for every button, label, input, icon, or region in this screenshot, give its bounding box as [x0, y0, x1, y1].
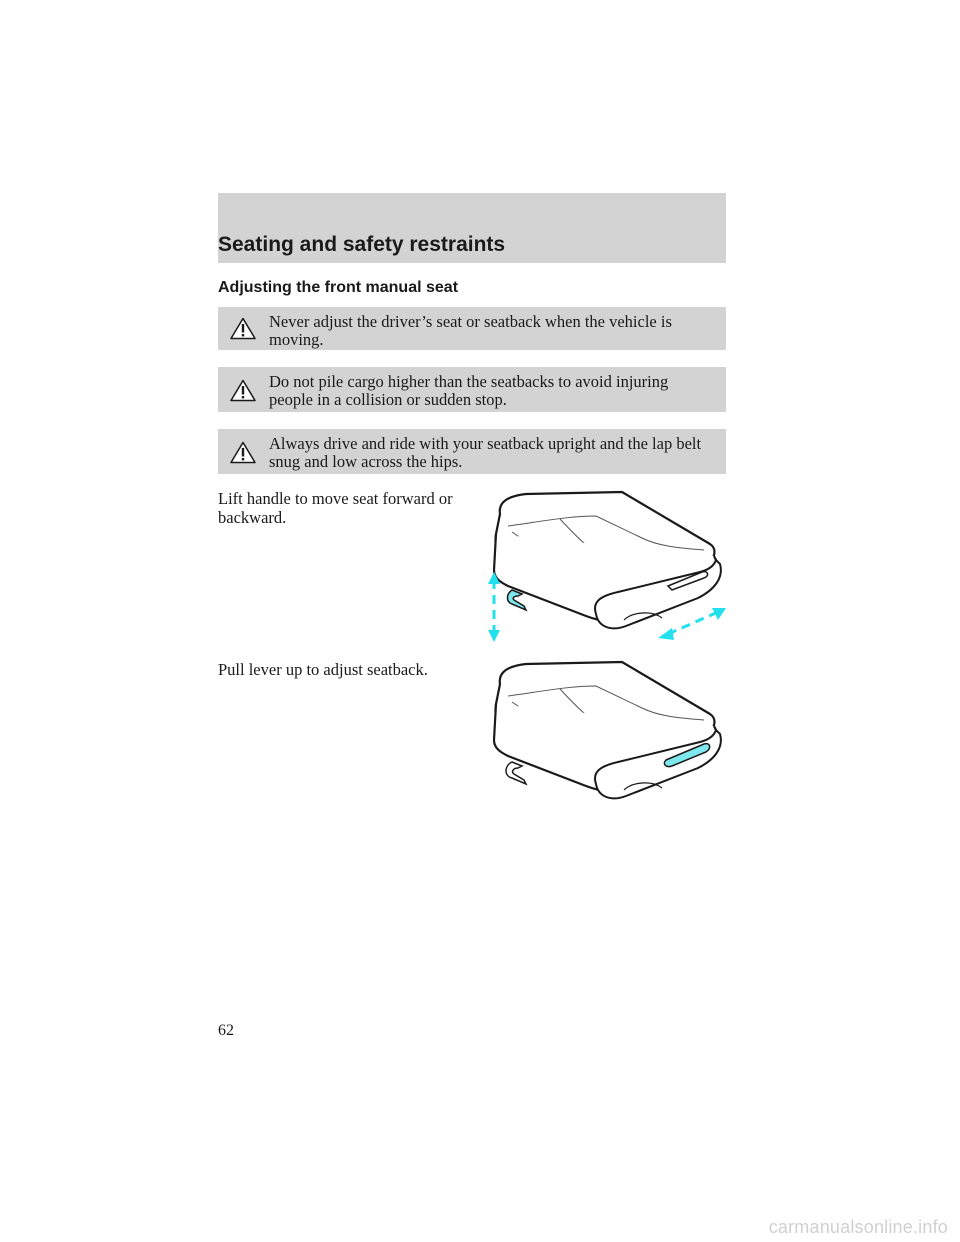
seat-slide-instruction: Lift handle to move seat forward or backward.: [218, 489, 453, 527]
warning-box: [218, 307, 726, 350]
warning-text: Always drive and ride with your seatback upright and the lap belt snug and low across the hips.: [269, 434, 702, 471]
warning-box: [218, 429, 726, 474]
warning-text: Do not pile cargo higher than the seatbacks to avoid injuring people in a collision or sudden stop.: [269, 372, 669, 409]
warning-box: [218, 367, 726, 412]
fore-aft-adjust-arrow: [668, 612, 718, 634]
seat-slide-illustration: [478, 486, 728, 646]
section-title: Seating and safety restraints: [218, 233, 506, 256]
warning-triangle-icon: [230, 441, 256, 464]
seatback-instruction: Pull lever up to adjust seatback.: [218, 660, 428, 679]
watermark: carmanualsonline.info: [768, 1217, 948, 1237]
warning-triangle-icon: [230, 317, 256, 340]
page-number: 62: [218, 1022, 234, 1039]
seatback-lever-illustration: [478, 656, 728, 816]
warning-text: Never adjust the driver’s seat or seatback when the vehicle is moving.: [269, 312, 672, 349]
warning-triangle-icon: [230, 379, 256, 402]
subheading: Adjusting the front manual seat: [218, 279, 459, 296]
